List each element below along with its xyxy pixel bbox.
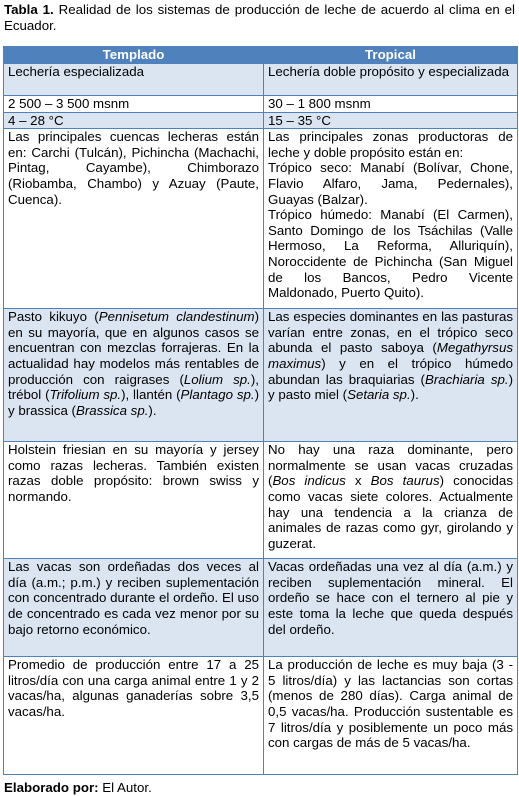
table-row [4,442,518,559]
cell-tropical [264,64,518,96]
table-footer [4,780,152,796]
species-name: Bos taurus [370,473,440,489]
cell-templado: 2 500 – 3 500 msnm [4,96,264,113]
cell-tropical: La producción de leche es muy baja (3 - 5 litros/día) y las lactancias son cortas (menos de 280 días). Carga animal de 0,5 vacas/ha. Producción sustentable es 7 litros/día y posiblemente un poco más con cargas de más de 5 vacas/ha. [264,657,518,775]
table-row [4,657,518,775]
cell-templado: Las vacas son ordeñadas dos veces al día (a.m.; p.m.) y reciben suplementación con concentrado durante el ordeño. El uso de concentrado es cada vez menor por su bajo retorno económico. [4,559,264,657]
header-tropical: Tropical [264,47,518,64]
cell-templado: 4 – 28 °C [4,112,264,129]
cell-templado: Las principales cuencas lecheras están en: Carchi (Tulcán), Pichincha (Machachi, Pintag, Cayambe), Chimborazo (Riobamba, Chambo) y Azuay (Paute, Cuenca). [4,129,264,309]
species-name: Brachiaria sp. [424,371,509,387]
table-row [4,309,518,442]
caption-label: Tabla 1. [4,2,54,17]
cell-templado: Pasto kikuyo (Pennisetum clandestinum) en su mayoría, que en algunos casos se encuentran con mezclas forrajeras. En la actualidad hay modelos más rentables de producción con raigrases (Lolium sp.), trébol (Trifolium sp.), llantén (Plantago sp.) y brassica (Brassica sp.). [4,309,264,442]
species-name: Trifolium sp. [49,387,122,403]
table-header-row [4,47,518,64]
table-row [4,112,518,129]
footer-label: Elaborado por: [4,780,99,795]
table-row [4,96,518,113]
cell-tropical [264,129,518,309]
caption-text: Realidad de los sistemas de producción de leche de acuerdo al clima en el Ecuador. [4,2,516,33]
species-name: Brassica sp. [75,402,149,418]
species-name: Megathyrsus maximus [268,340,513,371]
table-row [4,129,518,309]
cell-tropical: 30 – 1 800 msnm [264,96,518,113]
species-name: Pennisetum clandestinum [98,309,255,325]
cell-tropical: Vacas ordeñadas una vez al día (a.m.) y reciben suplementación mineral. El ordeño se hace con el ternero al pie y este toma la leche que queda después del ordeño. [264,559,518,657]
cell-templado: Holstein friesian en su mayoría y jersey como razas lecheras. También existen razas doble propósito: brown swiss y normando. [4,442,264,559]
species-name: Setaria sp. [347,387,411,403]
species-name: Plantago sp. [180,387,255,403]
species-name: Bos indicus [272,473,346,489]
species-name: Lolium sp. [183,371,251,387]
cell-templado: Promedio de producción entre 17 a 25 litros/día con una carga animal entre 1 y 2 vacas/ha, algunas ganaderías sobre 3,5 vacas/ha. [4,657,264,775]
production-systems-table [3,46,518,775]
cell-tropical: No hay una raza dominante, pero normalmente se usan vacas cruzadas (Bos indicus x Bos taurus) conocidas como vacas siete colores. Actualmente hay una tendencia a la crianza de animales de razas como gyr, girolando y guzerat. [264,442,518,559]
cell-paragraph: Trópico húmedo: Manabí (El Carmen), Santo Domingo de los Tsáchilas (Valle Hermoso, La Reforma, Alluriquín), Noroccidente de Pichincha (San Miguel de los Bancos, Pedro Vicente Maldonado, Puerto Quito). [268,207,513,301]
cell-paragraph: Trópico seco: Manabí (Bolívar, Chone, Flavio Alfaro, Jama, Pedernales), Guayas (Balzar). [268,160,513,207]
header-templado: Templado [4,47,264,64]
table-row [4,64,518,96]
cell-paragraph: Las principales zonas productoras de leche y doble propósito están en: [268,129,513,160]
table-caption [4,2,515,34]
cell-templado: Lechería especializada [4,64,264,96]
footer-text: El Autor. [98,780,152,795]
cell-text: Lechería doble propósito y especializada [268,64,509,79]
cell-tropical: Las especies dominantes en las pasturas varían entre zonas, en el trópico seco abunda el pasto saboya (Megathyrsus maximus) y en el trópico húmedo abundan las braquiarias (Brachiaria sp.) y pasto miel (Setaria sp.). [264,309,518,442]
cell-tropical: 15 – 35 °C [264,112,518,129]
table-row [4,559,518,657]
